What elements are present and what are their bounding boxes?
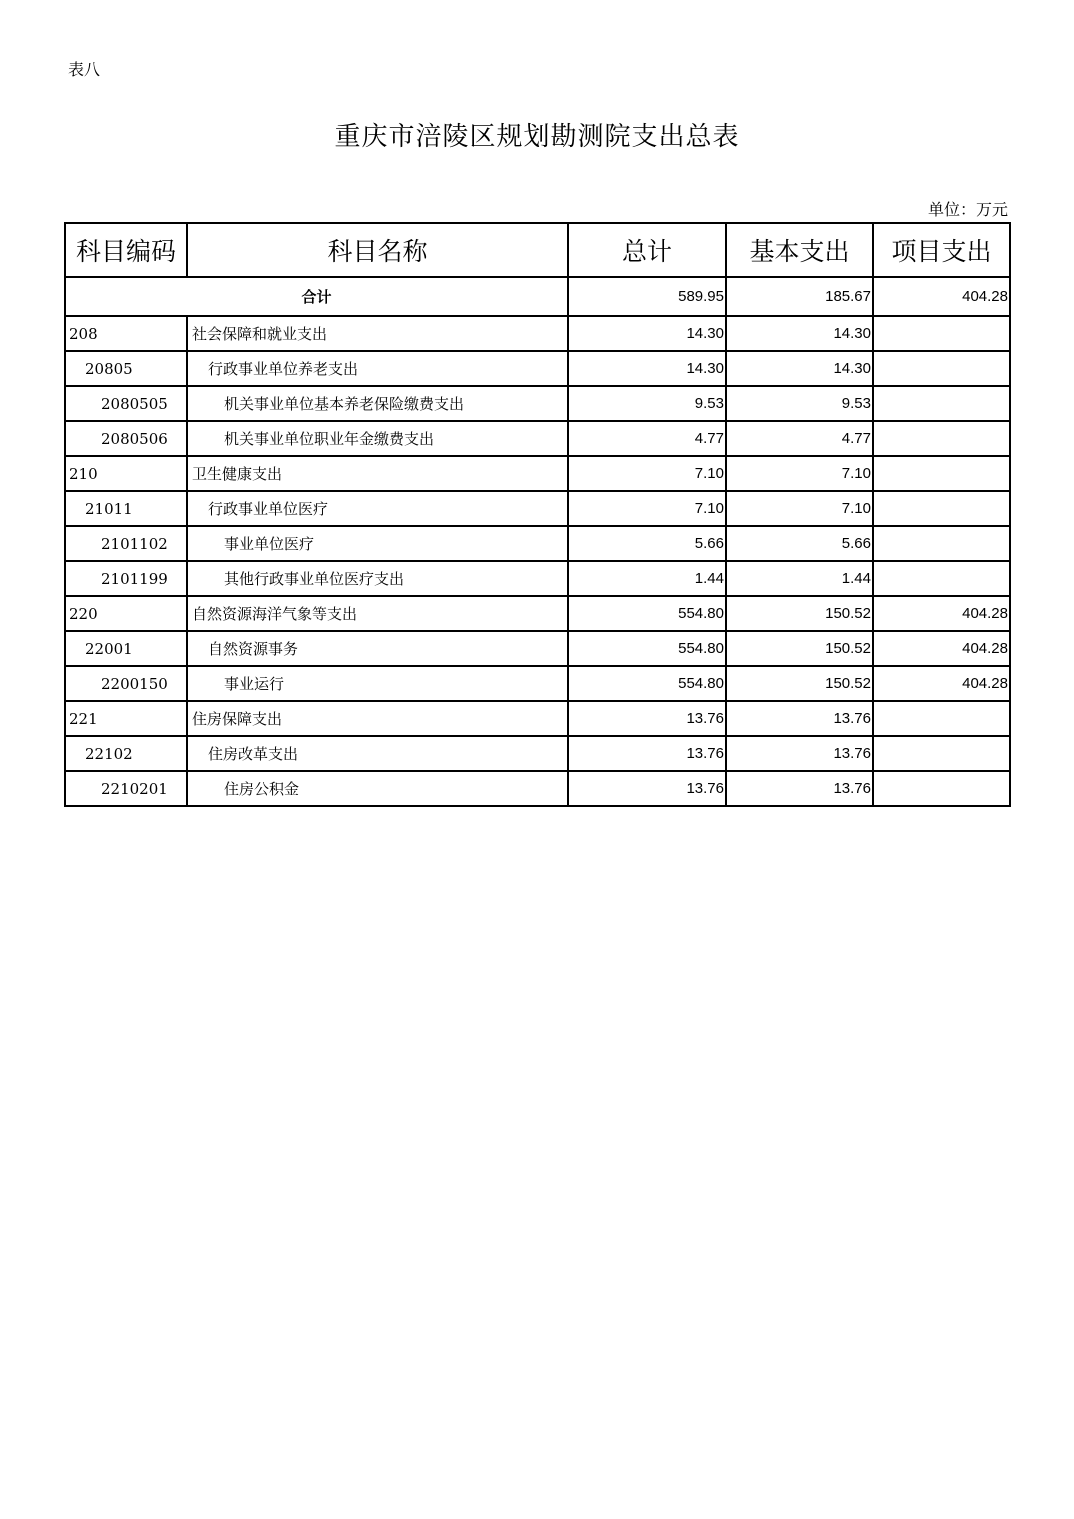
row-basic: 150.52	[726, 666, 873, 701]
row-code: 2210201	[65, 771, 187, 806]
header-code: 科目编码	[65, 223, 187, 277]
row-code: 221	[65, 701, 187, 736]
summary-basic: 185.67	[726, 277, 873, 316]
row-basic: 5.66	[726, 526, 873, 561]
table-row	[65, 351, 1010, 386]
row-total: 13.76	[568, 736, 726, 771]
table-row	[65, 456, 1010, 491]
row-total: 14.30	[568, 351, 726, 386]
row-name: 事业单位医疗	[187, 526, 568, 561]
row-project: 404.28	[873, 596, 1010, 631]
row-project	[873, 526, 1010, 561]
summary-row	[65, 277, 1010, 316]
row-basic: 13.76	[726, 701, 873, 736]
row-name: 社会保障和就业支出	[187, 316, 568, 351]
row-code: 220	[65, 596, 187, 631]
table-row	[65, 771, 1010, 806]
row-total: 13.76	[568, 771, 726, 806]
row-name: 住房改革支出	[187, 736, 568, 771]
row-total: 7.10	[568, 491, 726, 526]
row-code: 22001	[65, 631, 187, 666]
row-code: 2080505	[65, 386, 187, 421]
row-name: 事业运行	[187, 666, 568, 701]
row-project	[873, 456, 1010, 491]
row-name: 机关事业单位职业年金缴费支出	[187, 421, 568, 456]
row-basic: 7.10	[726, 456, 873, 491]
table-row	[65, 386, 1010, 421]
row-total: 4.77	[568, 421, 726, 456]
row-project	[873, 736, 1010, 771]
header-total: 总计	[568, 223, 726, 277]
unit-label: 单位：万元	[927, 200, 1008, 219]
header-project: 项目支出	[873, 223, 1010, 277]
row-basic: 150.52	[726, 631, 873, 666]
table-row	[65, 736, 1010, 771]
row-name: 卫生健康支出	[187, 456, 568, 491]
summary-total: 589.95	[568, 277, 726, 316]
table-row	[65, 526, 1010, 561]
table-row	[65, 666, 1010, 701]
row-name: 住房保障支出	[187, 701, 568, 736]
row-total: 14.30	[568, 316, 726, 351]
row-code: 2101199	[65, 561, 187, 596]
row-code: 2200150	[65, 666, 187, 701]
row-name: 住房公积金	[187, 771, 568, 806]
header-name: 科目名称	[187, 223, 568, 277]
row-total: 554.80	[568, 666, 726, 701]
table-row	[65, 596, 1010, 631]
row-code: 2080506	[65, 421, 187, 456]
table-row	[65, 491, 1010, 526]
row-project	[873, 316, 1010, 351]
row-total: 554.80	[568, 631, 726, 666]
table-row	[65, 316, 1010, 351]
header-row	[65, 223, 1010, 277]
row-basic: 13.76	[726, 736, 873, 771]
row-code: 2101102	[65, 526, 187, 561]
table-row	[65, 701, 1010, 736]
summary-label: 合计	[65, 277, 568, 316]
row-code: 208	[65, 316, 187, 351]
row-basic: 9.53	[726, 386, 873, 421]
row-total: 1.44	[568, 561, 726, 596]
row-total: 5.66	[568, 526, 726, 561]
row-name: 其他行政事业单位医疗支出	[187, 561, 568, 596]
row-project	[873, 386, 1010, 421]
row-basic: 14.30	[726, 316, 873, 351]
header-basic: 基本支出	[726, 223, 873, 277]
row-basic: 4.77	[726, 421, 873, 456]
row-total: 554.80	[568, 596, 726, 631]
table-row	[65, 631, 1010, 666]
row-code: 20805	[65, 351, 187, 386]
summary-project: 404.28	[873, 277, 1010, 316]
row-project	[873, 351, 1010, 386]
table-row	[65, 561, 1010, 596]
row-project: 404.28	[873, 631, 1010, 666]
row-basic: 13.76	[726, 771, 873, 806]
row-project	[873, 561, 1010, 596]
row-basic: 14.30	[726, 351, 873, 386]
row-name: 自然资源海洋气象等支出	[187, 596, 568, 631]
row-name: 行政事业单位医疗	[187, 491, 568, 526]
table-row	[65, 421, 1010, 456]
row-code: 21011	[65, 491, 187, 526]
row-name: 自然资源事务	[187, 631, 568, 666]
row-basic: 7.10	[726, 491, 873, 526]
row-project	[873, 491, 1010, 526]
row-project	[873, 701, 1010, 736]
row-name: 行政事业单位养老支出	[187, 351, 568, 386]
row-name: 机关事业单位基本养老保险缴费支出	[187, 386, 568, 421]
row-project	[873, 421, 1010, 456]
row-project: 404.28	[873, 666, 1010, 701]
expenditure-table	[64, 222, 1011, 807]
row-basic: 150.52	[726, 596, 873, 631]
row-project	[873, 771, 1010, 806]
row-total: 7.10	[568, 456, 726, 491]
table-label: 表八	[68, 60, 101, 79]
row-total: 9.53	[568, 386, 726, 421]
row-basic: 1.44	[726, 561, 873, 596]
page-title: 重庆市涪陵区规划勘测院支出总表	[334, 122, 740, 152]
row-total: 13.76	[568, 701, 726, 736]
row-code: 22102	[65, 736, 187, 771]
row-code: 210	[65, 456, 187, 491]
